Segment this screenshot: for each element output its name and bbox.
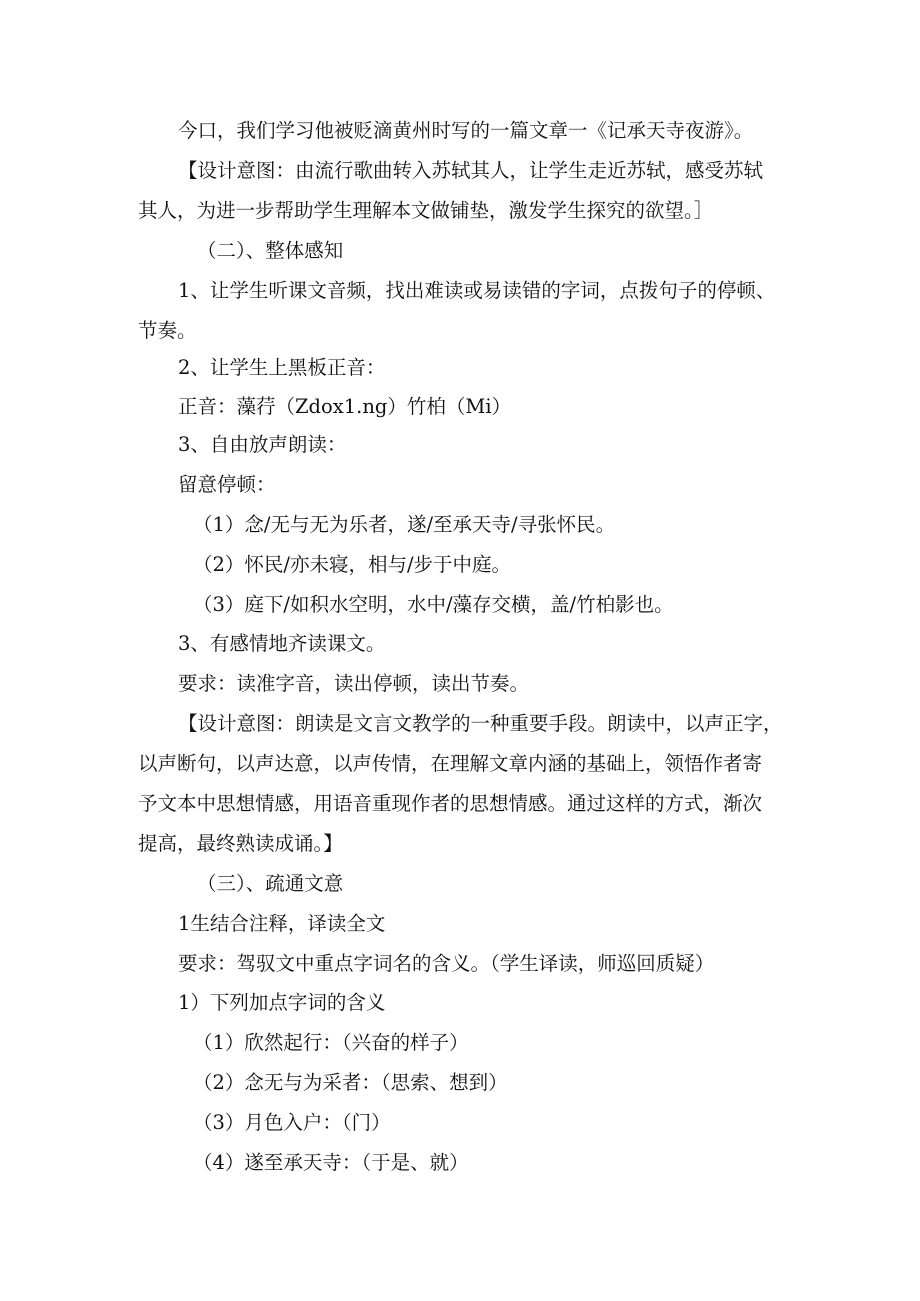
text-line: 3、自由放声朗读：: [178, 433, 347, 456]
text-line: 今口，我们学习他被贬滴黄州时写的一篇文章一《记承天寺夜游》。: [178, 119, 754, 142]
text-line: 留意停顿：: [178, 473, 276, 496]
text-line: 1、让学生听课文音频，找出难读或易读错的字词，点拨句子的停顿、: [178, 279, 776, 302]
list-item: （1）欣然起行：（兴奋的样子）: [193, 1031, 469, 1054]
list-item: （3）庭下/如积水空明，水中/藻存交横，盖/竹柏影也。: [193, 593, 674, 616]
text-line: 要求：读准字音，读出停顿，读出节奏。: [178, 672, 530, 695]
text-line: 2、让学生上黑板正音：: [178, 356, 386, 379]
text-line: 1）下列加点字词的含义: [178, 991, 386, 1014]
text-line: 正音：藻荇（Zdox1.ng）竹柏（Mi）: [178, 395, 512, 418]
list-item: （1）念/无与无为乐者，遂/至承天寺/寻张怀民。: [193, 513, 616, 536]
text-line: 其人，为进一步帮助学生理解本文做铺垫，激发学生探究的欲望。］: [138, 199, 714, 222]
list-item: （2）怀民/亦未寝，相与/步于中庭。: [193, 553, 512, 576]
section-heading: （二）、整体感知: [197, 239, 344, 262]
text-line: 1生结合注释，译读全文: [178, 912, 386, 935]
text-line: 【设计意图：朗读是文言文教学的一种重要手段。朗读中，以声正字，: [178, 712, 783, 735]
list-item: （3）月色入户：（门）: [193, 1111, 391, 1134]
text-line: 节奏。: [138, 319, 197, 342]
text-line: 3、有感情地齐读课文。: [178, 632, 386, 655]
text-line: 要求：驾驭文中重点字词名的含义。（学生译读，师巡回质疑）: [178, 952, 715, 975]
section-heading: （三）、疏通文意: [197, 872, 344, 895]
text-line: 提高，最终熟读成诵。】: [138, 832, 343, 855]
list-item: （4）遂至承天寺：（于是、就）: [193, 1151, 469, 1174]
text-line: 【设计意图：由流行歌曲转入苏轼其人，让学生走近苏轼，感受苏轼: [178, 159, 764, 182]
text-line: 予文本中思想情感，用语音重现作者的思想情感。通过这样的方式，渐次: [138, 792, 763, 815]
text-line: 以声断句，以声达意，以声传情，在理解文章内涵的基础上，领悟作者寄: [138, 752, 763, 775]
list-item: （2）念无与为采者：（思索、想到）: [193, 1071, 508, 1094]
